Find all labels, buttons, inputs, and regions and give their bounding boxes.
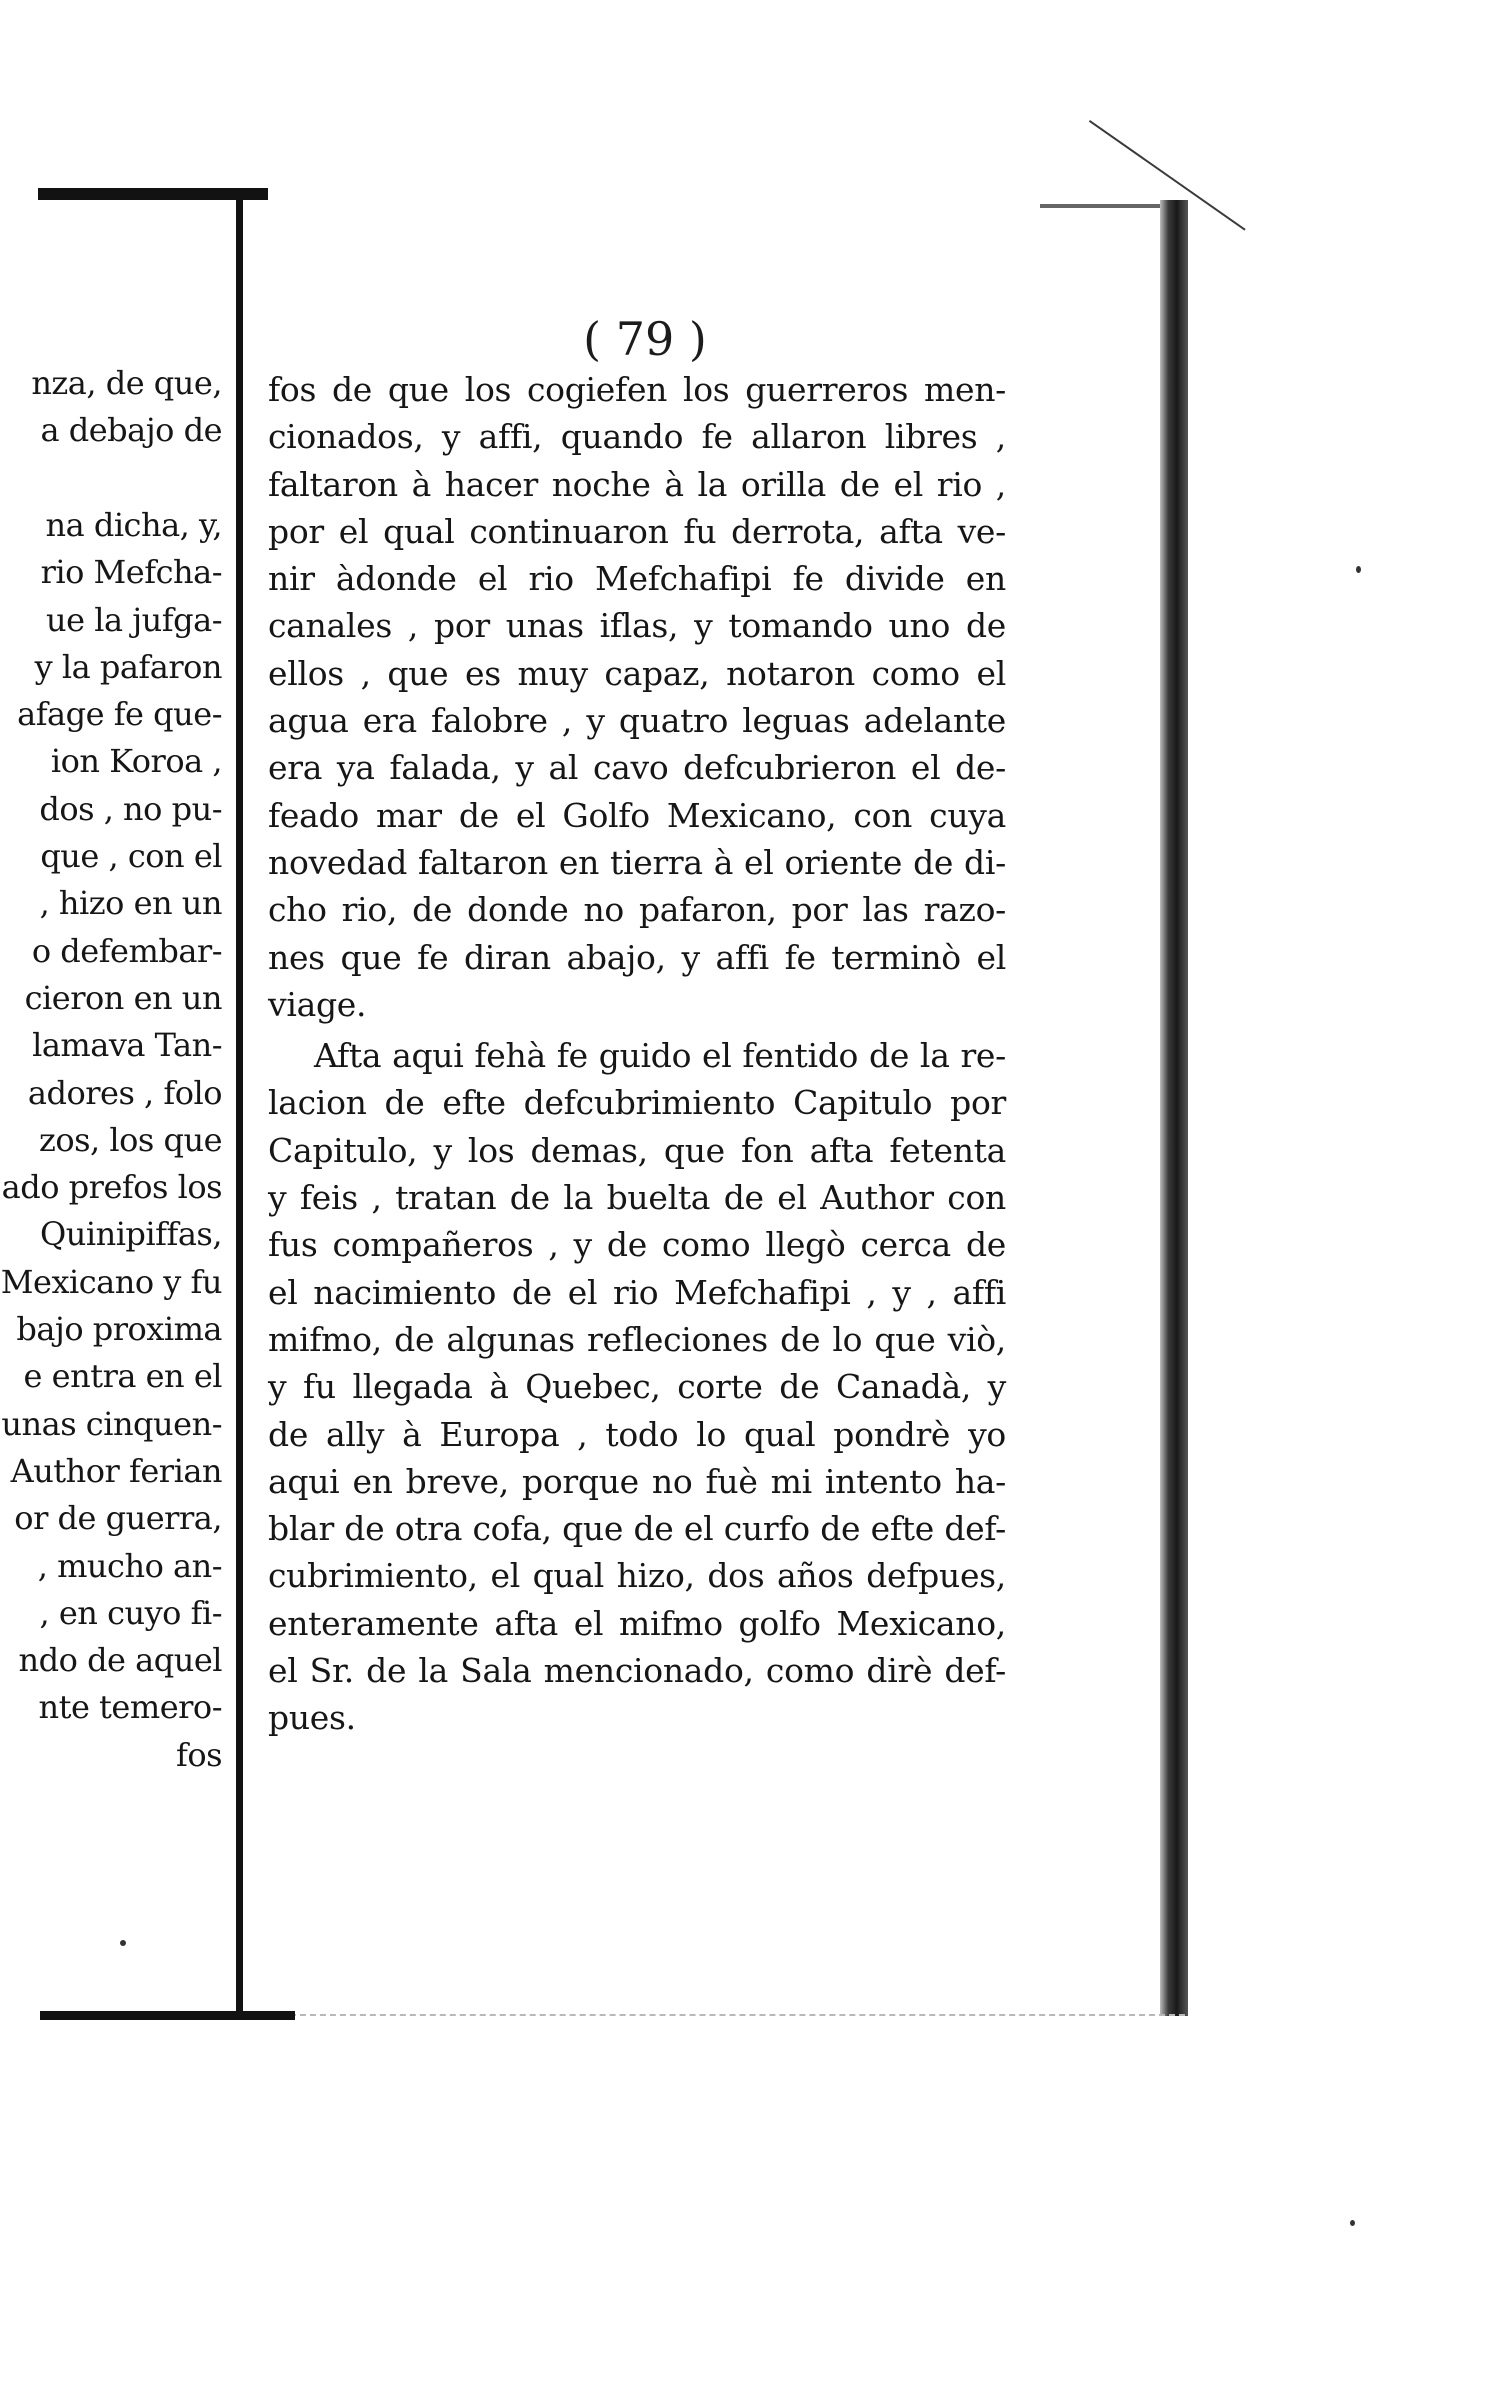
left-page-line: cieron en un	[24, 978, 222, 1017]
text-line: Capitulo, y los demas, que fon afta fetenta	[268, 1130, 1006, 1170]
scan-speck	[120, 1940, 126, 1946]
left-page-line: y la pafaron	[34, 647, 222, 686]
text-line: pues.	[268, 1698, 356, 1738]
text-line: fus compañeros , y de como llegò cerca de	[268, 1225, 1006, 1265]
text-line: faltaron à hacer noche à la orilla de el rio ,	[268, 464, 1006, 504]
text-line: ellos , que es muy capaz, notaron como el	[268, 653, 1006, 693]
page-right-edge	[1160, 200, 1188, 2016]
left-page-line: lamava Tan-	[32, 1026, 222, 1065]
previous-page-fragment	[0, 360, 222, 1810]
text-line: de ally à Europa , todo lo qual pondrè yo	[268, 1414, 1006, 1454]
left-page-line: ue la jufga-	[46, 600, 222, 639]
left-page-line: bajo proxima	[16, 1310, 222, 1348]
text-line: era ya falada, y al cavo defcubrieron el de-	[268, 748, 1006, 788]
text-line: aqui en breve, porque no fuè mi intento ha-	[268, 1461, 1006, 1501]
left-page-line: na dicha, y,	[45, 505, 222, 544]
binding-rule-bottom	[40, 2011, 295, 2020]
scan-speck	[1356, 566, 1361, 573]
page-bottom-edge	[250, 2014, 1185, 2018]
left-page-line: unas cinquen-	[1, 1404, 222, 1443]
left-page-line: ndo de aquel	[18, 1641, 222, 1680]
left-page-line: Mexicano y fu	[0, 1262, 222, 1301]
text-line: por el qual continuaron fu derrota, afta ve-	[268, 511, 1006, 551]
text-line: novedad faltaron en tierra à el oriente de di-	[268, 842, 1006, 882]
left-page-line: a debajo de	[40, 411, 222, 450]
text-line: y feis , tratan de la buelta de el Author con	[268, 1178, 1006, 1218]
left-page-line: adores , folo	[27, 1073, 222, 1112]
text-line: el Sr. de la Sala mencionado, como dirè def-	[268, 1651, 1006, 1691]
left-page-line: , hizo en un	[39, 884, 222, 923]
text-line: cho rio, de donde no pafaron, por las razo-	[268, 890, 1006, 930]
text-line: feado mar de el Golfo Mexicano, con cuya	[268, 795, 1006, 835]
binding-rule-top	[38, 188, 268, 200]
left-page-line: zos, los que	[38, 1120, 222, 1159]
text-line: mifmo, de algunas refleciones de lo que viò,	[268, 1319, 1006, 1359]
text-line: el nacimiento de el rio Mefchafipi , y , affi	[268, 1272, 1006, 1312]
left-page-line: ado prefos los	[1, 1168, 222, 1207]
left-page-line: que , con el	[40, 837, 222, 875]
text-line: canales , por unas iflas, y tomando uno de	[268, 606, 1006, 646]
left-page-line: , mucho an-	[37, 1546, 222, 1585]
left-page-line: Quinipiffas,	[40, 1215, 222, 1254]
paragraph-1	[268, 366, 1006, 1028]
text-line: lacion de efte defcubrimiento Capitulo por	[268, 1083, 1006, 1123]
text-line: nir àdonde el rio Mefchafipi fe divide en	[268, 559, 1006, 599]
text-line: nes que fe diran abajo, y affi fe terminò el	[268, 937, 1006, 977]
text-line: viage.	[268, 984, 367, 1024]
left-page-line: or de guerra,	[14, 1499, 222, 1538]
left-page-line: Author ferian	[10, 1451, 222, 1490]
text-line: enteramente afta el mifmo golfo Mexicano,	[268, 1603, 1006, 1643]
text-line: y fu llegada à Quebec, corte de Canadà, y	[268, 1367, 1006, 1407]
left-page-line: o defembar-	[31, 931, 222, 970]
left-page-line: afage fe que-	[17, 695, 222, 734]
left-page-line: dos , no pu-	[39, 789, 222, 828]
text-line: agua era falobre , y quatro leguas adelante	[268, 701, 1006, 741]
left-page-line: e entra en el	[23, 1357, 222, 1396]
text-line: fos de que los cogiefen los guerreros men-	[268, 370, 1006, 409]
left-page-line: fos	[175, 1735, 222, 1774]
left-page-line: ion Koroa ,	[50, 742, 222, 781]
paragraph-2	[268, 1032, 1006, 1741]
text-line: cubrimiento, el qual hizo, dos años defpues,	[268, 1556, 1006, 1596]
left-page-line: nte temero-	[38, 1688, 222, 1727]
text-line: blar de otra cofa, que de el curfo de efte def-	[268, 1509, 1006, 1549]
binding-gutter	[236, 198, 243, 2018]
text-line: Afta aqui fehà fe guido el fentido de la re-	[314, 1036, 1006, 1076]
left-page-line: rio Mefcha-	[40, 553, 222, 592]
left-page-line: , en cuyo fi-	[39, 1593, 222, 1632]
text-line: cionados, y affi, quando fe allaron libres ,	[268, 417, 1006, 457]
scan-speck	[1350, 2220, 1355, 2226]
page-number: ( 79 )	[583, 312, 707, 366]
left-page-line: nza, de que,	[31, 364, 222, 402]
main-text	[268, 366, 1006, 1742]
